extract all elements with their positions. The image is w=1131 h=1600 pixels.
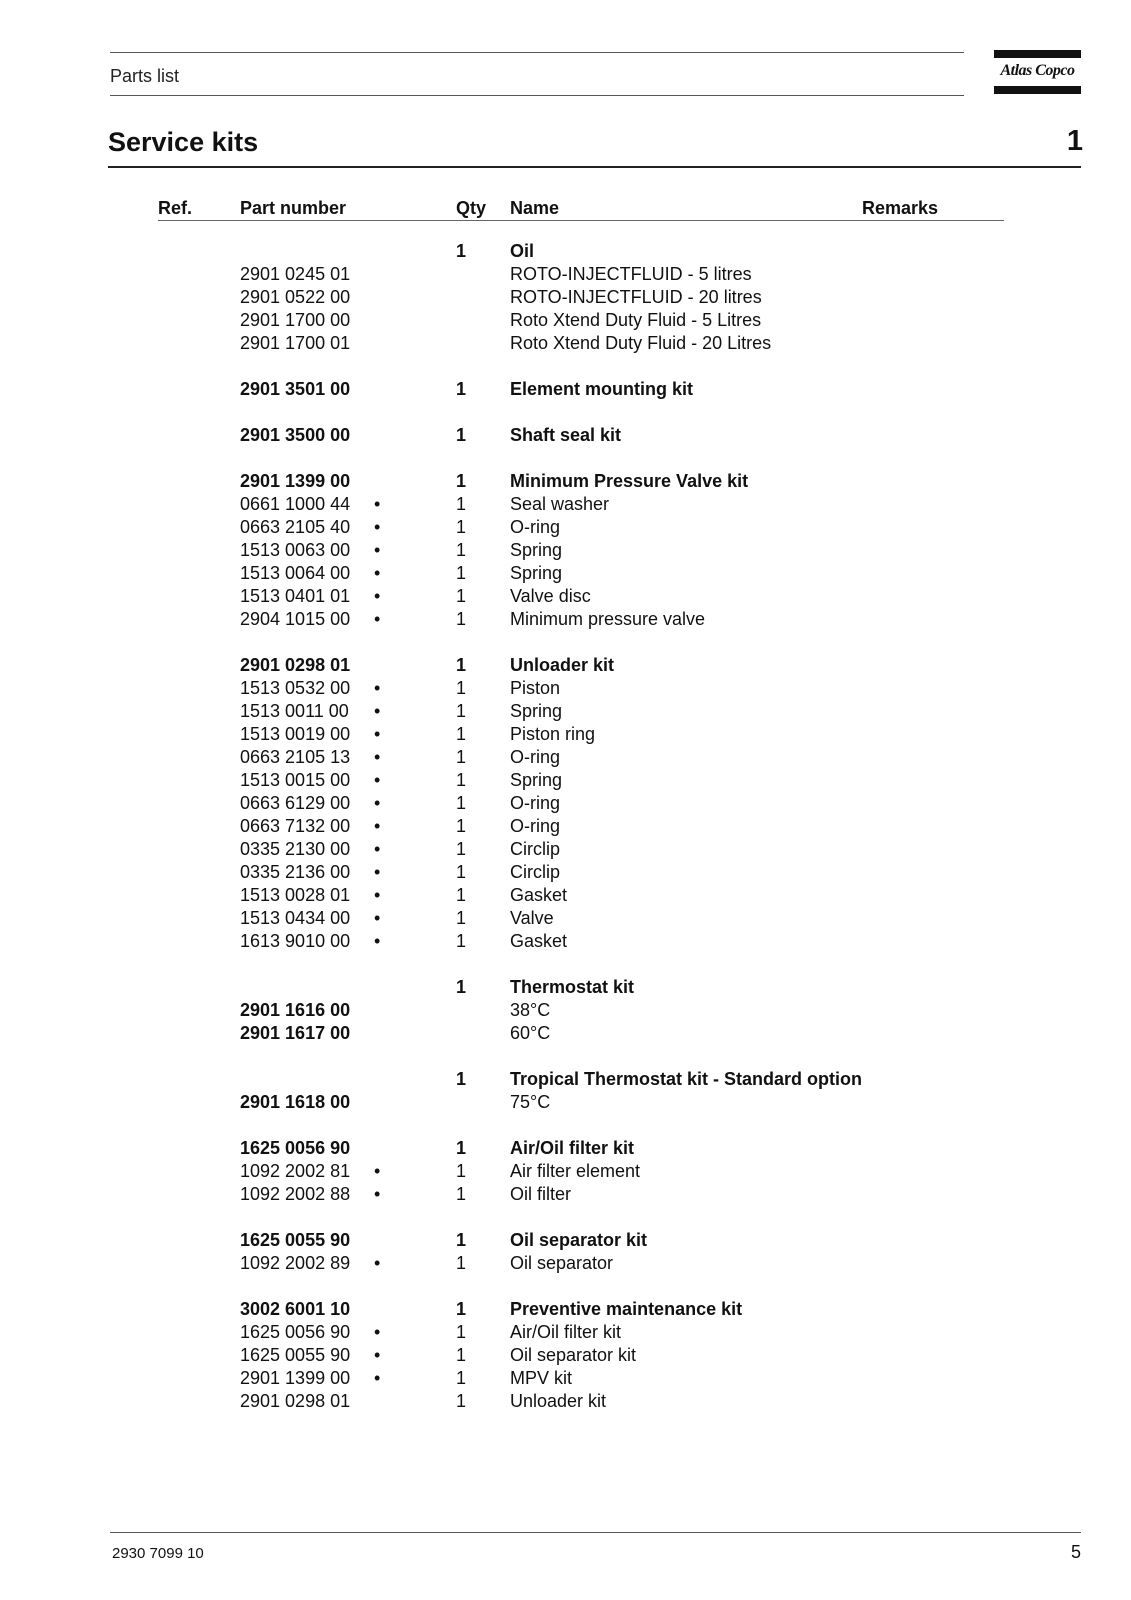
item-name: Minimum pressure valve [510,609,706,629]
item-name: Oil separator [510,1253,614,1273]
item-name: Seal washer [510,494,610,514]
kit-member-bullet: • [374,839,381,859]
kit-row [0,1229,1131,1252]
kit-qty: 1 [456,977,467,997]
item-qty: 1 [456,540,467,560]
kit-name: Preventive maintenance kit [510,1299,743,1319]
item-qty: 1 [456,724,467,744]
item-part-number: 0663 7132 00 [240,816,351,836]
section-title: Service kits [108,127,259,157]
item-part-number: 2901 1700 00 [240,310,351,330]
table-row [0,677,1131,700]
col-ref-header: Ref. [158,198,193,218]
item-qty: 1 [456,770,467,790]
col-name-header: Name [510,198,560,218]
item-name: Valve [510,908,554,928]
kit-member-bullet: • [374,609,381,629]
columns-header-rule [158,220,1004,221]
kit-name: Air/Oil filter kit [510,1138,635,1158]
kit-spacer [0,401,1131,424]
item-name: Piston ring [510,724,596,744]
table-row [0,608,1131,631]
kit-name: Oil [510,241,535,261]
kit-name: Oil separator kit [510,1230,648,1250]
kit-row [0,1137,1131,1160]
table-row [0,723,1131,746]
item-part-number: 0663 6129 00 [240,793,351,813]
kit-qty: 1 [456,471,467,491]
table-row [0,1091,1131,1114]
logo-bottom-bar [994,86,1081,94]
kit-member-bullet: • [374,701,381,721]
item-part-number: 0661 1000 44 [240,494,351,514]
kit-row [0,654,1131,677]
item-name: O-ring [510,793,561,813]
item-part-number: 0335 2130 00 [240,839,351,859]
kit-part-number: 2901 3500 00 [240,425,351,445]
table-row [0,1022,1131,1045]
item-qty: 1 [456,1368,467,1388]
kit-member-bullet: • [374,770,381,790]
kit-row [0,1298,1131,1321]
kit-member-bullet: • [374,793,381,813]
kit-member-bullet: • [374,747,381,767]
kit-qty: 1 [456,379,467,399]
kit-name: Tropical Thermostat kit - Standard option [510,1069,863,1089]
item-qty: 1 [456,701,467,721]
kit-row [0,378,1131,401]
item-qty: 1 [456,839,467,859]
header-top-rule [110,52,964,53]
kit-row [0,470,1131,493]
item-part-number: 1513 0015 00 [240,770,351,790]
item-part-number: 1625 0055 90 [240,1345,351,1365]
table-row [0,1390,1131,1413]
col-qty-header: Qty [456,198,487,218]
item-part-number: 1625 0056 90 [240,1322,351,1342]
table-row [0,1252,1131,1275]
table-row [0,769,1131,792]
item-qty: 1 [456,1184,467,1204]
table-row [0,907,1131,930]
item-qty: 1 [456,517,467,537]
item-qty: 1 [456,1253,467,1273]
logo-top-bar [994,50,1081,58]
item-part-number: 0335 2136 00 [240,862,351,882]
kit-member-bullet: • [374,1322,381,1342]
table-row [0,999,1131,1022]
kit-member-bullet: • [374,1161,381,1181]
header-label: Parts list [110,66,180,86]
item-name: Oil separator kit [510,1345,637,1365]
table-row [0,309,1131,332]
table-row [0,332,1131,355]
item-qty: 1 [456,793,467,813]
kit-member-bullet: • [374,1184,381,1204]
kit-spacer [0,1114,1131,1137]
kit-spacer [0,447,1131,470]
item-name: Roto Xtend Duty Fluid - 20 Litres [510,333,772,353]
table-row [0,838,1131,861]
kit-member-bullet: • [374,816,381,836]
table-row [0,1183,1131,1206]
kit-member-bullet: • [374,862,381,882]
table-row [0,263,1131,286]
kit-row [0,424,1131,447]
item-part-number: 1513 0063 00 [240,540,351,560]
item-name: 75°C [510,1092,551,1112]
item-qty: 1 [456,862,467,882]
item-part-number: 1092 2002 89 [240,1253,351,1273]
kit-member-bullet: • [374,885,381,905]
header-bottom-rule [110,95,964,96]
item-qty: 1 [456,1161,467,1181]
footer-rule [110,1532,1081,1533]
table-row [0,930,1131,953]
table-row [0,1367,1131,1390]
kit-qty: 1 [456,425,467,445]
kit-spacer [0,1206,1131,1229]
item-name: Air/Oil filter kit [510,1322,622,1342]
kit-member-bullet: • [374,563,381,583]
item-name: O-ring [510,517,561,537]
kit-part-number: 3002 6001 10 [240,1299,351,1319]
item-part-number: 0663 2105 40 [240,517,351,537]
kit-member-bullet: • [374,908,381,928]
section-rule [108,166,1081,168]
table-row [0,1160,1131,1183]
item-qty: 1 [456,885,467,905]
table-row [0,861,1131,884]
item-name: Spring [510,540,563,560]
item-qty: 1 [456,931,467,951]
item-part-number: 2901 0298 01 [240,1391,351,1411]
item-name: Circlip [510,862,561,882]
kit-member-bullet: • [374,1368,381,1388]
kit-name: Minimum Pressure Valve kit [510,471,749,491]
table-row [0,884,1131,907]
item-part-number: 2901 1617 00 [240,1023,351,1043]
table-row [0,562,1131,585]
kit-name: Unloader kit [510,655,615,675]
kit-member-bullet: • [374,540,381,560]
item-part-number: 2901 0522 00 [240,287,351,307]
item-part-number: 1513 0064 00 [240,563,351,583]
item-qty: 1 [456,1391,467,1411]
atlas-copco-logo [994,50,1081,94]
kit-qty: 1 [456,241,467,261]
kit-qty: 1 [456,655,467,675]
document-number: 2930 7099 10 [112,1545,204,1562]
kit-part-number: 1625 0056 90 [240,1138,351,1158]
item-name: Spring [510,770,563,790]
item-part-number: 2904 1015 00 [240,609,351,629]
item-part-number: 2901 1700 01 [240,333,351,353]
table-row [0,286,1131,309]
table-row [0,1344,1131,1367]
item-name: 38°C [510,1000,551,1020]
kit-name: Shaft seal kit [510,425,622,445]
table-row [0,493,1131,516]
page-number: 5 [1070,1542,1081,1562]
kit-spacer [0,1275,1131,1298]
kit-member-bullet: • [374,494,381,514]
col-part-number-header: Part number [240,198,347,218]
item-part-number: 1513 0019 00 [240,724,351,744]
item-qty: 1 [456,586,467,606]
item-qty: 1 [456,609,467,629]
item-part-number: 1513 0401 01 [240,586,351,606]
item-part-number: 1092 2002 81 [240,1161,351,1181]
item-name: Unloader kit [510,1391,607,1411]
item-name: Circlip [510,839,561,859]
table-row [0,1321,1131,1344]
table-row [0,700,1131,723]
item-name: O-ring [510,747,561,767]
item-qty: 1 [456,1345,467,1365]
item-name: MPV kit [510,1368,573,1388]
item-qty: 1 [456,816,467,836]
kit-part-number: 2901 1399 00 [240,471,351,491]
item-name: Gasket [510,885,568,905]
kit-member-bullet: • [374,1253,381,1273]
kit-qty: 1 [456,1299,467,1319]
item-name: Oil filter [510,1184,572,1204]
kit-row [0,240,1131,263]
table-row [0,815,1131,838]
kit-qty: 1 [456,1138,467,1158]
item-part-number: 2901 0245 01 [240,264,351,284]
kit-name: Thermostat kit [510,977,635,997]
item-qty: 1 [456,747,467,767]
kit-member-bullet: • [374,678,381,698]
item-part-number: 2901 1618 00 [240,1092,351,1112]
col-remarks-header: Remarks [862,198,939,218]
item-name: Gasket [510,931,568,951]
item-qty: 1 [456,494,467,514]
item-name: Roto Xtend Duty Fluid - 5 Litres [510,310,762,330]
item-qty: 1 [456,1322,467,1342]
service-kits-table [0,240,1131,1413]
item-qty: 1 [456,678,467,698]
logo-text: Atlas Copco [1000,62,1075,79]
kit-member-bullet: • [374,1345,381,1365]
kit-part-number: 2901 3501 00 [240,379,351,399]
item-name: O-ring [510,816,561,836]
kit-part-number: 2901 0298 01 [240,655,351,675]
item-part-number: 0663 2105 13 [240,747,351,767]
item-part-number: 2901 1399 00 [240,1368,351,1388]
item-name: Air filter element [510,1161,641,1181]
item-qty: 1 [456,563,467,583]
item-part-number: 1513 0434 00 [240,908,351,928]
item-part-number: 1613 9010 00 [240,931,351,951]
table-row [0,792,1131,815]
table-row [0,585,1131,608]
kit-row [0,976,1131,999]
kit-qty: 1 [456,1069,467,1089]
kit-row [0,1068,1131,1091]
item-name: Spring [510,563,563,583]
kit-spacer [0,631,1131,654]
kit-spacer [0,1045,1131,1068]
kit-qty: 1 [456,1230,467,1250]
item-name: Spring [510,701,563,721]
kit-member-bullet: • [374,517,381,537]
kit-member-bullet: • [374,931,381,951]
table-row [0,539,1131,562]
table-row [0,746,1131,769]
kit-spacer [0,953,1131,976]
item-name: Piston [510,678,561,698]
section-number: 1 [1066,125,1083,157]
kit-part-number: 1625 0055 90 [240,1230,351,1250]
item-part-number: 1513 0028 01 [240,885,351,905]
item-name: ROTO-INJECTFLUID - 5 litres [510,264,752,284]
item-name: Valve disc [510,586,591,606]
kit-name: Element mounting kit [510,379,694,399]
item-qty: 1 [456,908,467,928]
item-name: ROTO-INJECTFLUID - 20 litres [510,287,762,307]
table-row [0,516,1131,539]
item-part-number: 1513 0011 00 [240,701,349,721]
kit-member-bullet: • [374,586,381,606]
item-name: 60°C [510,1023,551,1043]
item-part-number: 1513 0532 00 [240,678,351,698]
kit-member-bullet: • [374,724,381,744]
kit-spacer [0,355,1131,378]
item-part-number: 2901 1616 00 [240,1000,351,1020]
item-part-number: 1092 2002 88 [240,1184,351,1204]
